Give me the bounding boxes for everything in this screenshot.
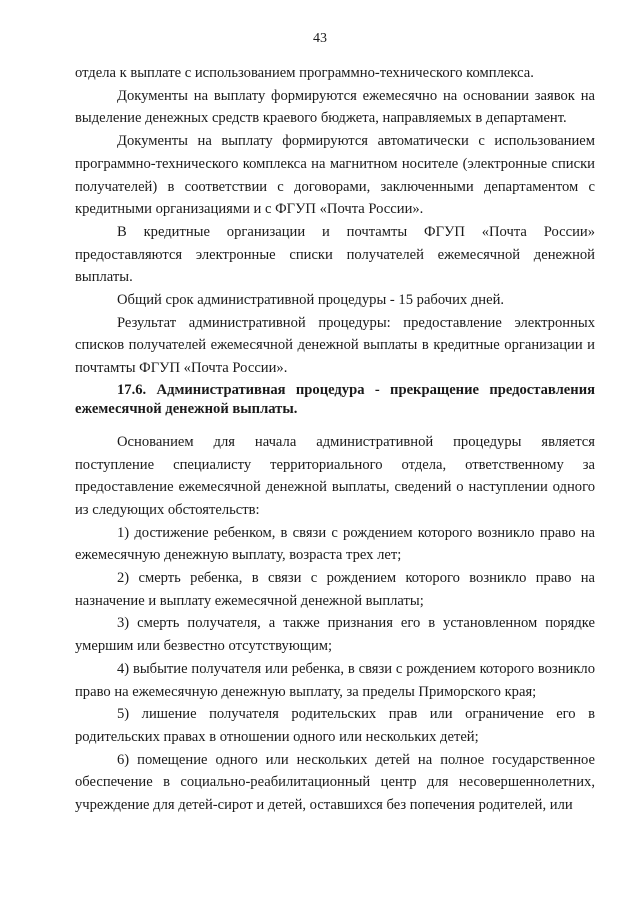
list-item: 4) выбытие получателя или ребенка, в связи с рождением которого возникло право на ежемесячную денежную выплату, за пределы Приморского края; bbox=[75, 660, 595, 700]
page-number: 43 bbox=[313, 31, 327, 46]
list-item: 2) смерть ребенка, в связи с рождением которого возникло право на назначение и выплату ежемесячной денежной выплаты; bbox=[75, 570, 595, 609]
list-item: 5) лишение получателя родительских прав или ограничение его в родительских правах в отношении одного или нескольких детей; bbox=[75, 706, 595, 745]
section-heading: 17.6. Административная процедура - прекращение предоставления ежемесячной денежной выплаты. bbox=[75, 381, 595, 417]
list-item: 6) помещение одного или нескольких детей на полное государственное обеспечение в социально-реабилитационный центр для несовершеннолетних, учреждение для детей-сирот и детей, оставшихся без попечения родителей, или bbox=[75, 751, 595, 814]
paragraph: Основанием для начала административной процедуры является поступление специалисту территориального отдела, ответственному за предоставление ежемесячной денежной выплаты, сведений о наступлении одного из следующих обстоятельств: bbox=[75, 433, 595, 518]
paragraph: В кредитные организации и почтамты ФГУП «Почта России» предоставляются электронные списки получателей ежемесячной денежной выплаты. bbox=[75, 223, 595, 286]
paragraph: отдела к выплате с использованием программно-технического комплекса. bbox=[75, 65, 534, 81]
paragraph: Документы на выплату формируются ежемесячно на основании заявок на выделение денежных средств краевого бюджета, направляемых в департамент. bbox=[75, 87, 595, 127]
list-item: 3) смерть получателя, а также признания его в установленном порядке умершим или безвестно отсутствующим; bbox=[75, 615, 595, 655]
paragraph: Общий срок административной процедуры - 15 рабочих дней. bbox=[117, 292, 505, 309]
paragraph: Результат административной процедуры: предоставление электронных списков получателей ежемесячной денежной выплаты в кредитные организации и почтамты ФГУП «Почта России». bbox=[75, 314, 595, 377]
list-item: 1) достижение ребенком, в связи с рождением которого возникло право на ежемесячную денежную выплату, возраста трех лет; bbox=[75, 524, 595, 564]
paragraph: Документы на выплату формируются автоматически с использованием программно-технического комплекса на магнитном носителе (электронные списки получателей) в соответствии с договорами, заключенными департаментом с кредитными организациями и с ФГУП «Почта России». bbox=[75, 133, 595, 218]
document-body bbox=[75, 62, 595, 817]
